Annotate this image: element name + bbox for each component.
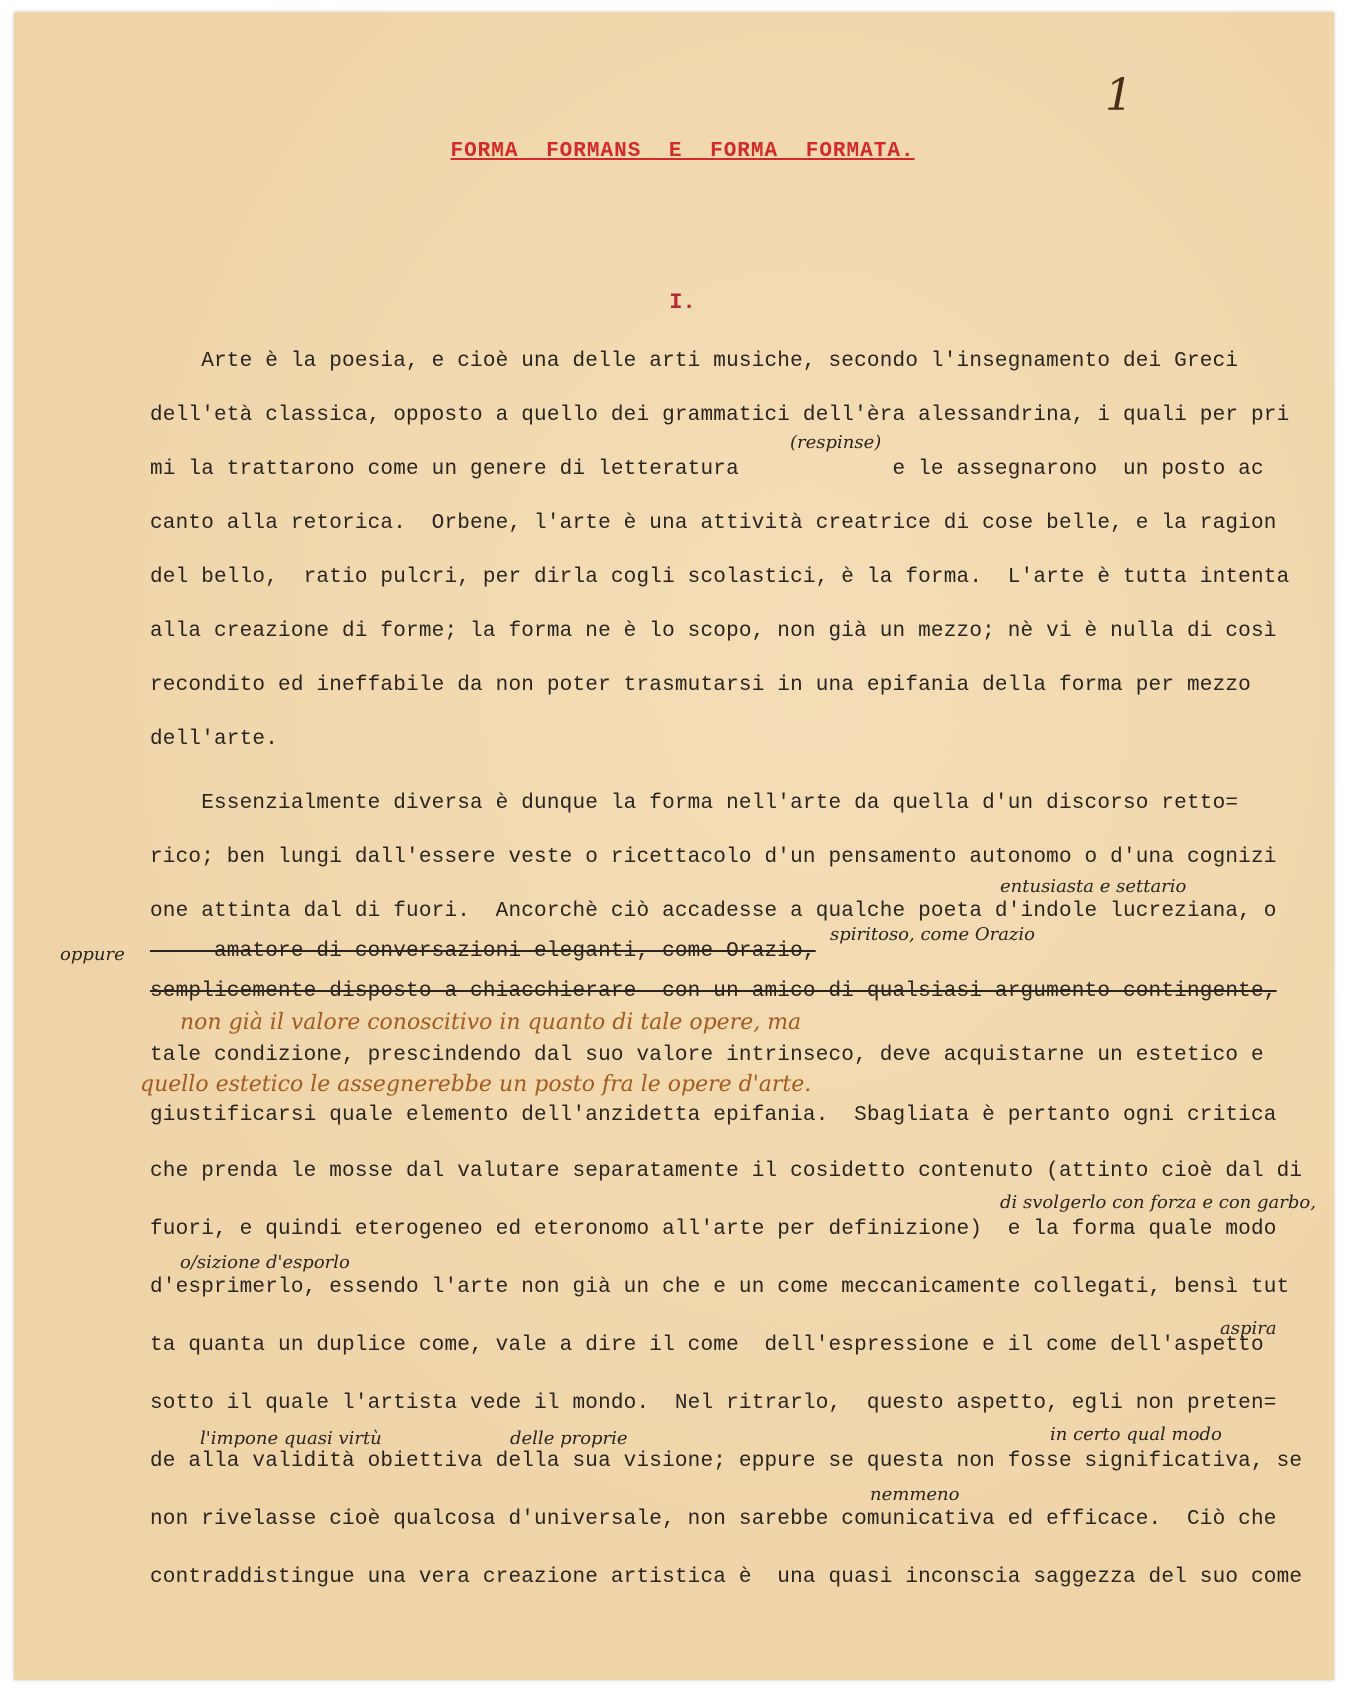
- typed-line: recondito ed ineffabile da non poter trasmutarsi in una epifania della forma per mezzo: [150, 674, 1251, 697]
- handwritten-note: o/sizione d'esporlo: [180, 1252, 350, 1273]
- handwritten-note: entusiasta e settario: [1000, 876, 1187, 897]
- typed-line: ta quanta un duplice come, vale a dire il come dell'espressione e il come dell'aspetto: [150, 1334, 1264, 1357]
- typed-line: dell'arte.: [150, 728, 279, 751]
- section-number: I.: [669, 290, 696, 315]
- typed-line: contraddistingue una vera creazione artistica è una quasi inconscia saggezza del suo come: [150, 1566, 1303, 1589]
- handwritten-note: non già il valore conoscitivo in quanto di tale opere, ma: [180, 1010, 802, 1035]
- typed-line: giustificarsi quale elemento dell'anzidetta epifania. Sbagliata è pertanto ogni critica: [150, 1104, 1277, 1127]
- handwritten-note: delle proprie: [510, 1428, 628, 1449]
- typed-line: non rivelasse cioè qualcosa d'universale, non sarebbe comunicativa ed efficace. Ciò che: [150, 1508, 1277, 1531]
- typed-line: del bello, ratio pulcri, per dirla cogli scolastici, è la forma. L'arte è tutta intenta: [150, 566, 1290, 589]
- typed-line: tale condizione, prescindendo dal suo valore intrinseco, deve acquistarne un estetico e: [150, 1044, 1264, 1067]
- struck-line: amatore di conversazioni eleganti, come Orazio,: [150, 940, 816, 963]
- typed-line: d'esprimerlo, essendo l'arte non già un che e un come meccanicamente collegati, bensì tut: [150, 1276, 1290, 1299]
- handwritten-note: spiritoso, come Orazio: [830, 924, 1035, 945]
- handwritten-note: (respinse): [790, 432, 882, 453]
- typed-line: fuori, e quindi eterogeneo ed eteronomo all'arte per definizione) e la forma quale modo: [150, 1218, 1277, 1241]
- typed-line: rico; ben lungi dall'essere veste o ricettacolo d'un pensamento autonomo o d'una cognizi: [150, 846, 1277, 869]
- handwritten-note: aspira: [1220, 1318, 1277, 1339]
- handwritten-note: in certo qual modo: [1050, 1424, 1222, 1445]
- typed-line: sotto il quale l'artista vede il mondo. Nel ritrarlo, questo aspetto, egli non preten=: [150, 1392, 1277, 1415]
- handwritten-note: di svolgerlo con forza e con garbo,: [1000, 1192, 1316, 1213]
- handwritten-note: quello estetico le assegnerebbe un posto fra le opere d'arte.: [140, 1072, 812, 1097]
- typed-line: de alla validità obiettiva della sua visione; eppure se questa non fosse significativa, se: [150, 1450, 1303, 1473]
- typed-line: mi la trattarono come un genere di letteratura e le assegnarono un posto ac: [150, 458, 1264, 481]
- typed-line: che prenda le mosse dal valutare separatamente il cosidetto contenuto (attinto cioè dal di: [150, 1160, 1303, 1183]
- typed-line: alla creazione di forme; la forma ne è lo scopo, non già un mezzo; nè vi è nulla di così: [150, 620, 1277, 643]
- page-number: 1: [1105, 70, 1133, 121]
- typed-line: dell'età classica, opposto a quello dei grammatici dell'èra alessandrina, i quali per pri: [150, 404, 1290, 427]
- struck-line: semplicemente disposto a chiacchierare con un amico di qualsiasi argumento contingente,: [150, 980, 1277, 1003]
- typed-line: Essenzialmente diversa è dunque la forma nell'arte da quella d'un discorso retto=: [150, 792, 1239, 815]
- handwritten-note: nemmeno: [870, 1484, 960, 1505]
- handwritten-note: oppure: [60, 944, 125, 965]
- typed-line: Arte è la poesia, e cioè una delle arti musiche, secondo l'insegnamento dei Greci: [150, 350, 1239, 373]
- typed-line: canto alla retorica. Orbene, l'arte è una attività creatrice di cose belle, e la ragion: [150, 512, 1277, 535]
- handwritten-note: l'impone quasi virtù: [200, 1428, 382, 1449]
- typed-line: one attinta dal di fuori. Ancorchè ciò accadesse a qualche poeta d'indole lucreziana, o: [150, 900, 1277, 923]
- document-title: FORMA FORMANS E FORMA FORMATA.: [450, 140, 915, 163]
